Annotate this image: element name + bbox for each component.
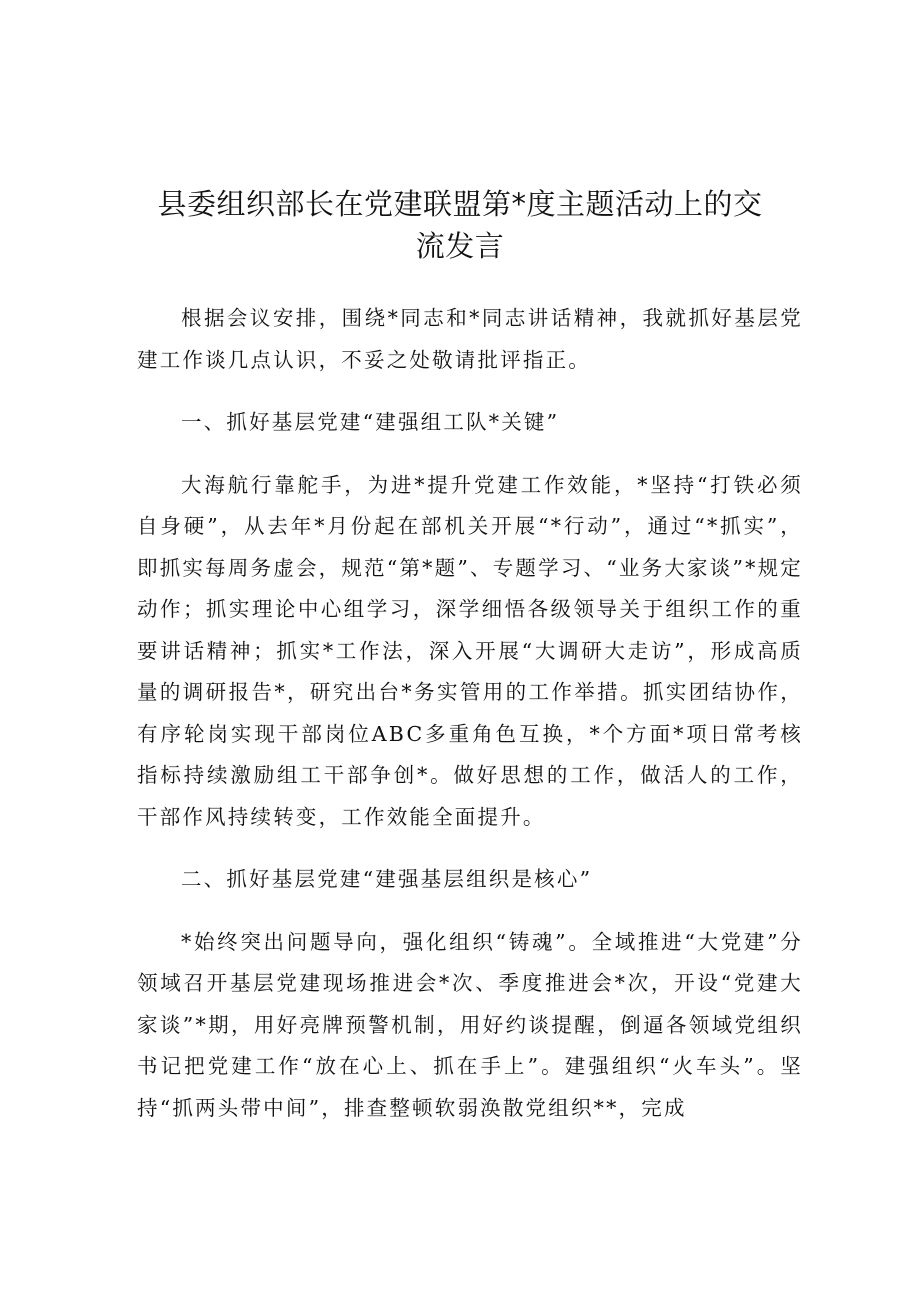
- document-title: 县委组织部长在党建联盟第*度主题活动上的交流发言: [157, 187, 763, 263]
- section-heading-2: 二、抓好基层党建“建强基层组织是核心”: [181, 867, 593, 891]
- section-1-paragraph: 大海航行靠舵手，为进*提升党建工作效能，*坚持“打铁必须自身硬”，从去年*月份起在部机关开展“*行动”，通过“*抓实”，即抓实每周务虚会，规范“第*题”、专题学习、“业务大家谈”*规定动作；抓实理论中心组学习，深学细悟各级领导关于组织工作的重要讲话精神；抓实*工作法，深入开展“大调研大走访”，形成高质量的调研报告*，研究出台*务实管用的工作举措。抓实团结协作，有序轮岗实现干部岗位ABC多重角色互换，*个方面*项日常考核指标持续激励组工干部争创*。做好思想的工作，做活人的工作，干部作风持续转变，工作效能全面提升。: [137, 472, 803, 829]
- section-heading-1: 一、抓好基层党建“建强组工队*关键”: [181, 410, 560, 434]
- document-body: [137, 298, 803, 1129]
- intro-paragraph: 根据会议安排，围绕*同志和*同志讲话精神，我就抓好基层党建工作谈几点认识，不妥之处敬请批评指正。: [137, 306, 803, 372]
- section-2-paragraph: *始终突出问题导向，强化组织“铸魂”。全域推进“大党建”分领域召开基层党建现场推进会*次、季度推进会*次，开设“党建大家谈”*期，用好亮牌预警机制，用好约谈提醒，倒逼各领域党组织书记把党建工作“放在心上、抓在手上”。建强组织“火车头”。坚持“抓两头带中间”，排查整顿软弱涣散党组织**，完成: [137, 929, 803, 1120]
